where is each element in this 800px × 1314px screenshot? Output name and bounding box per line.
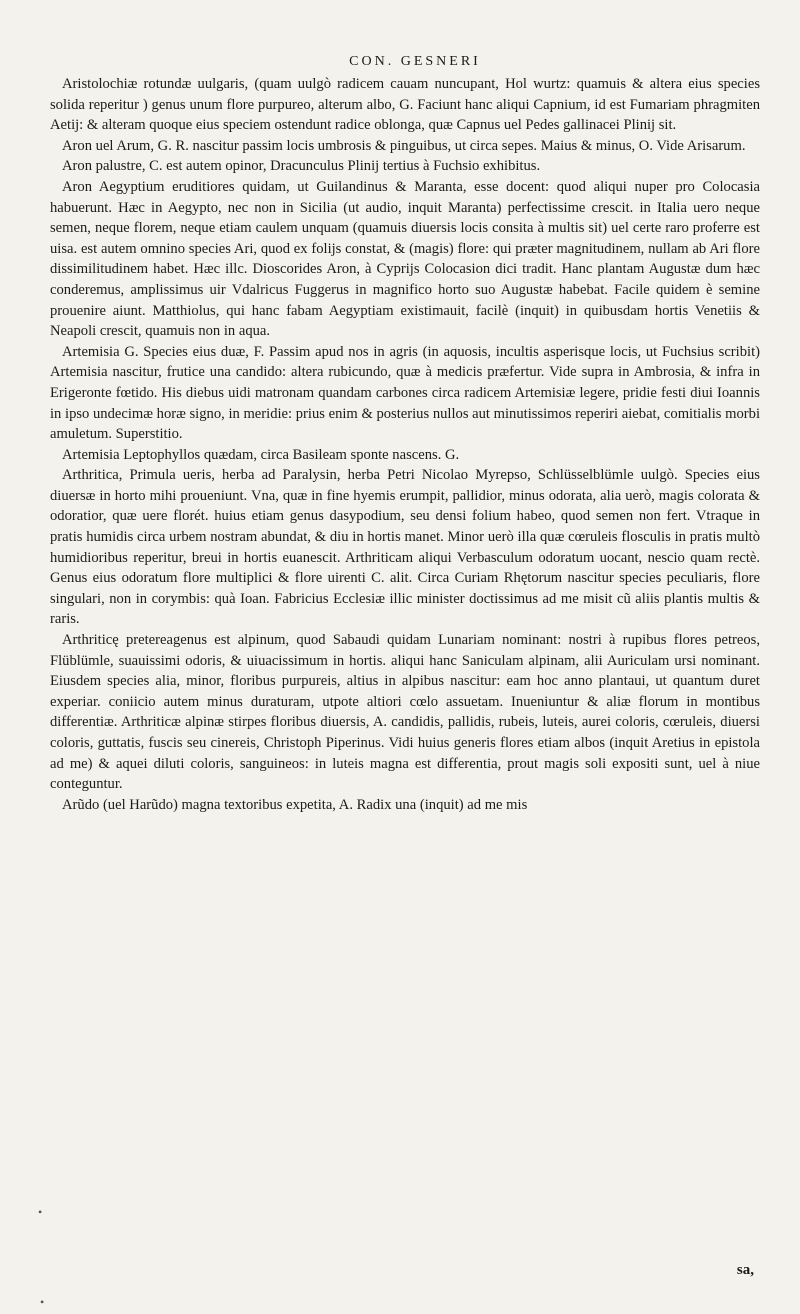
- entry-arthritica-alpina: Arthriticę pretereagenus est alpinum, quod Sabaudi quidam Lunariam nominant: nostri à rupibus flores petreos, Flüblümle, suauissimi odoris, & uiuacissimum in hortis. aliqui hanc Saniculam alpinam, alii Auriculam ursi nominant. Eiusdem species alia, minor, floribus purpureis, altius in alpibus nascitur: eam hoc anno plantaui, ut quantum duret experiar. coniicio autem minus duraturam, utpote altiori cœlo assuetam. Inueniuntur & aliæ florum in montibus differentiæ. Arthriticæ alpinæ stirpes floribus diuersis, A. candidis, pallidis, rubeis, luteis, aurei coloris, cœruleis, diuersi coloris, guttatis, fuscis seu cinereis, Christoph Piperinus. Vidi huius generis flores etiam albos (inquit Aretius in epistola ad me) & aquei diluti coloris, sanguineos: in luteis magna est differentia, prout magis soli expositi sunt, uel à niue conteguntur.: [50, 632, 760, 793]
- entry-aron-palustre: Aron palustre, C. est autem opinor, Dracunculus Plinij tertius à Fuchsio exhibitus.: [62, 158, 541, 175]
- entry-artemisia: Artemisia G. Species eius duæ, F. Passim apud nos in agris (in aquosis, incultis asperisque locis, ut Fuchsius scribit) Artemisia nascitur, frutice una candido: altera rubicundo, quæ à medicis præfertur. Vide supra in Ambrosia, & infra in Erigeronte fœtido. His diebus uidi matronam quandam carbones circa radicem Artemisiæ legere, pridie festi diui Ioannis in ipso undecimæ horæ signo, in meridie: prius enim & posterius nullos aut minutissimos reperiri aiebat, comitialis morbi amuletum. Superstitio.: [50, 343, 760, 443]
- entry-aristolochia: Aristolochiæ rotundæ uulgaris, (quam uulgò radicem cauam nuncupant, Hol wurtz: quamuis & altera eius species solida reperitur ) genus unum flore purpureo, alterum albo, G. Faciunt hanc aliqui Capnium, id est Fumariam phragmiten Aetij: & alteram quoque eius speciem ostendunt radice oblonga, quæ Capnus uel Pedes gallinacei Plinij sit.: [50, 76, 760, 134]
- entry-aron: Aron uel Arum, G. R. nascitur passim locis umbrosis & pinguibus, ut circa sepes. Maius & minus, O. Vide Arisarum.: [62, 137, 746, 154]
- entry-arthritica: Arthritica, Primula ueris, herba ad Paralysin, herba Petri Nicolao Myrepso, Schlüsselblümle uulgò. Species eius diuersæ in horto mihi proueniunt. Vna, quæ in fine hyemis erumpit, pallidior, minus odorata, alia uerò, magis colorata & odoratior, quæ uere florét. huius etiam genus dasypodium, seu densi folium habeo, quod semen non fert. Vtraque in pratis humidis circa urbem nostram abundat, & diu in hortis manet. Minor uerò illa quæ cœruleis flosculis in pratis multò humidioribus reperitur, breui in hortis euanescit. Arthriticam aliqui Verbasculum odoratum uocant, nescio quam rectè. Genus eius odoratum flore multiplici & flore uirenti C. alit. Circa Curiam Rhętorum nascitur species peculiaris, flore singulari, non in corymbis: quà Ioan. Fabricius Ecclesiæ illic minister doctissimus ad me misit cũ aliis plantis multis & raris.: [50, 467, 760, 628]
- entry-artemisia-leptophyllos: Artemisia Leptophyllos quædam, circa Basileam sponte nascens. G.: [62, 446, 460, 463]
- body-text: [50, 74, 760, 815]
- entry-aron-aegyptium: Aron Aegyptium eruditiores quidam, ut Guilandinus & Maranta, esse docent: quod aliqui nuper pro Colocasia habuerunt. Hæc in Aegypto, nec non in Sicilia (ut audio, inquit Maranta) perfectissime crescit. in Italia uero neque semen, neque florem, neque etiam caulem unquam (quamuis diuersis locis consita à multis sit) uel certe raro proferre est uisa. est autem omnino species Ari, quod ex folijs constat, & (magis) flore: qui præter magnitudinem, nullam ab Ari flore dissimilitudinem habet. Hæc illc. Dioscorides Aron, à Cyprijs Colocasion dici tradit. Hanc plantam Augustæ dum hæc conderemus, amplissimus uir Vdalricus Fuggerus in magnifico horto suo Augustæ habebat. Facile quidem è semine prouenire aiunt. Matthiolus, qui hanc fabam Aegyptiam existimauit, facilè (inquit) in quibusdam hortis Venetiis & Neapoli crescit, quamuis non in aqua.: [50, 178, 760, 340]
- entry-arundo: Arũdo (uel Harũdo) magna textoribus expetita, A. Radix una (inquit) ad me mis: [62, 796, 528, 813]
- catchword: sa,: [736, 1262, 754, 1278]
- running-header: CON. GESNERI: [349, 54, 481, 69]
- margin-speck: •: [38, 1205, 43, 1219]
- margin-speck: •: [40, 1295, 45, 1309]
